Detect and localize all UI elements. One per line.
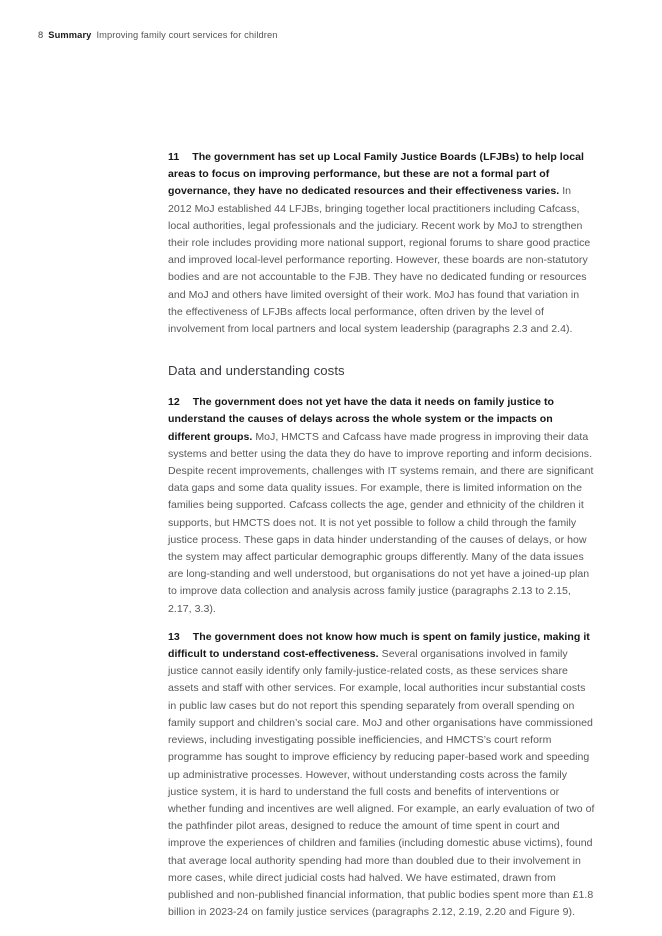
paragraph-12-lead: The government does not yet have the data it needs on family justice to understand the causes of delays across the whole system or the impacts on different groups. (168, 396, 554, 443)
section-label: Summary (48, 30, 92, 40)
paragraph-11 (168, 149, 596, 338)
paragraph-13-number: 13 (168, 630, 180, 643)
page-number: 8 (38, 30, 44, 40)
paragraph-13-body: Several organisations involved in family justice cannot easily identify only family-justice-related costs, as these services share assets and staff with other services. For example, local authorities incur substantial costs in public law cases but do not report this spending separately from overall spending on family support and children’s social care. MoJ and other organisations have commissioned reviews, including investigating possible inefficiencies, and HMCTS’s court reform programme has sought to improve efficiency by reducing paper-based work and speeding up administrative processes. However, without understanding costs across the family justice system, it is hard to understand the full costs and benefits of interventions or whether funding and incentives are well aligned. For example, an early evaluation of two of the pathfinder pilot areas, designed to reduce the amount of time spent in court and improve the experiences of children and families (including domestic abuse victims), found that average local authority spending had more than doubled due to their involvement in more cases, while direct judicial costs had halved. We have estimated, drawn from published and non-published financial information, that public bodies spent more than £1.8 billion in 2023-24 on family justice services (paragraphs 2.12, 2.19, 2.20 and Figure 9). (168, 648, 595, 919)
paragraph-13-lead: The government does not know how much is spent on family justice, making it difficult to understand cost-effectiveness. (168, 630, 590, 661)
document-title: Improving family court services for children (96, 30, 278, 40)
paragraph-12-number: 12 (168, 396, 180, 409)
body-text-column (168, 149, 596, 921)
paragraph-11-body: In 2012 MoJ established 44 LFJBs, bringing together local practitioners including Cafcass, local authorities, legal professionals and the judiciary. Recent work by MoJ to strengthen their role includes providing more national support, regional forums to share good practice and improved local-level performance reporting. However, these boards are non-statutory bodies and are not accountable to the FJB. They have no dedicated funding or resources and MoJ and others have limited oversight of their work. MoJ has found that variation in the effectiveness of LFJBs affects local performance, often driven by the level of involvement from local partners and local system leadership (paragraphs 2.3 and 2.4). (168, 185, 591, 336)
section-heading-data-costs: Data and understanding costs (168, 363, 345, 379)
running-header (38, 29, 624, 41)
paragraph-11-lead: The government has set up Local Family Justice Boards (LFJBs) to help local areas to focus on improving performance, but these are not a formal part of governance, they have no dedicated resources and their effectiveness varies. (168, 151, 584, 198)
paragraph-11-number: 11 (168, 151, 180, 163)
paragraph-13 (168, 629, 596, 921)
paragraph-12-body: MoJ, HMCTS and Cafcass have made progress in improving their data systems and better using the data they do have to improve reporting and inform decisions. Despite recent improvements, challenges with IT systems remain, and there are significant data gaps and some data quality issues. For example, there is limited information on the families being supported. Cafcass collects the age, gender and ethnicity of the children it supports, but HMCTS does not. It is not yet possible to follow a child through the family justice process. These gaps in data hinder understanding of the causes of delays, or how the system may affect particular demographic groups differently. Many of the data issues are long-standing and well understood, but organisations do not yet have a joined-up plan to improve data collection and analysis across family justice (paragraphs 2.13 to 2.15, 2.17, 3.3). (168, 430, 594, 615)
paragraph-12 (168, 394, 596, 618)
